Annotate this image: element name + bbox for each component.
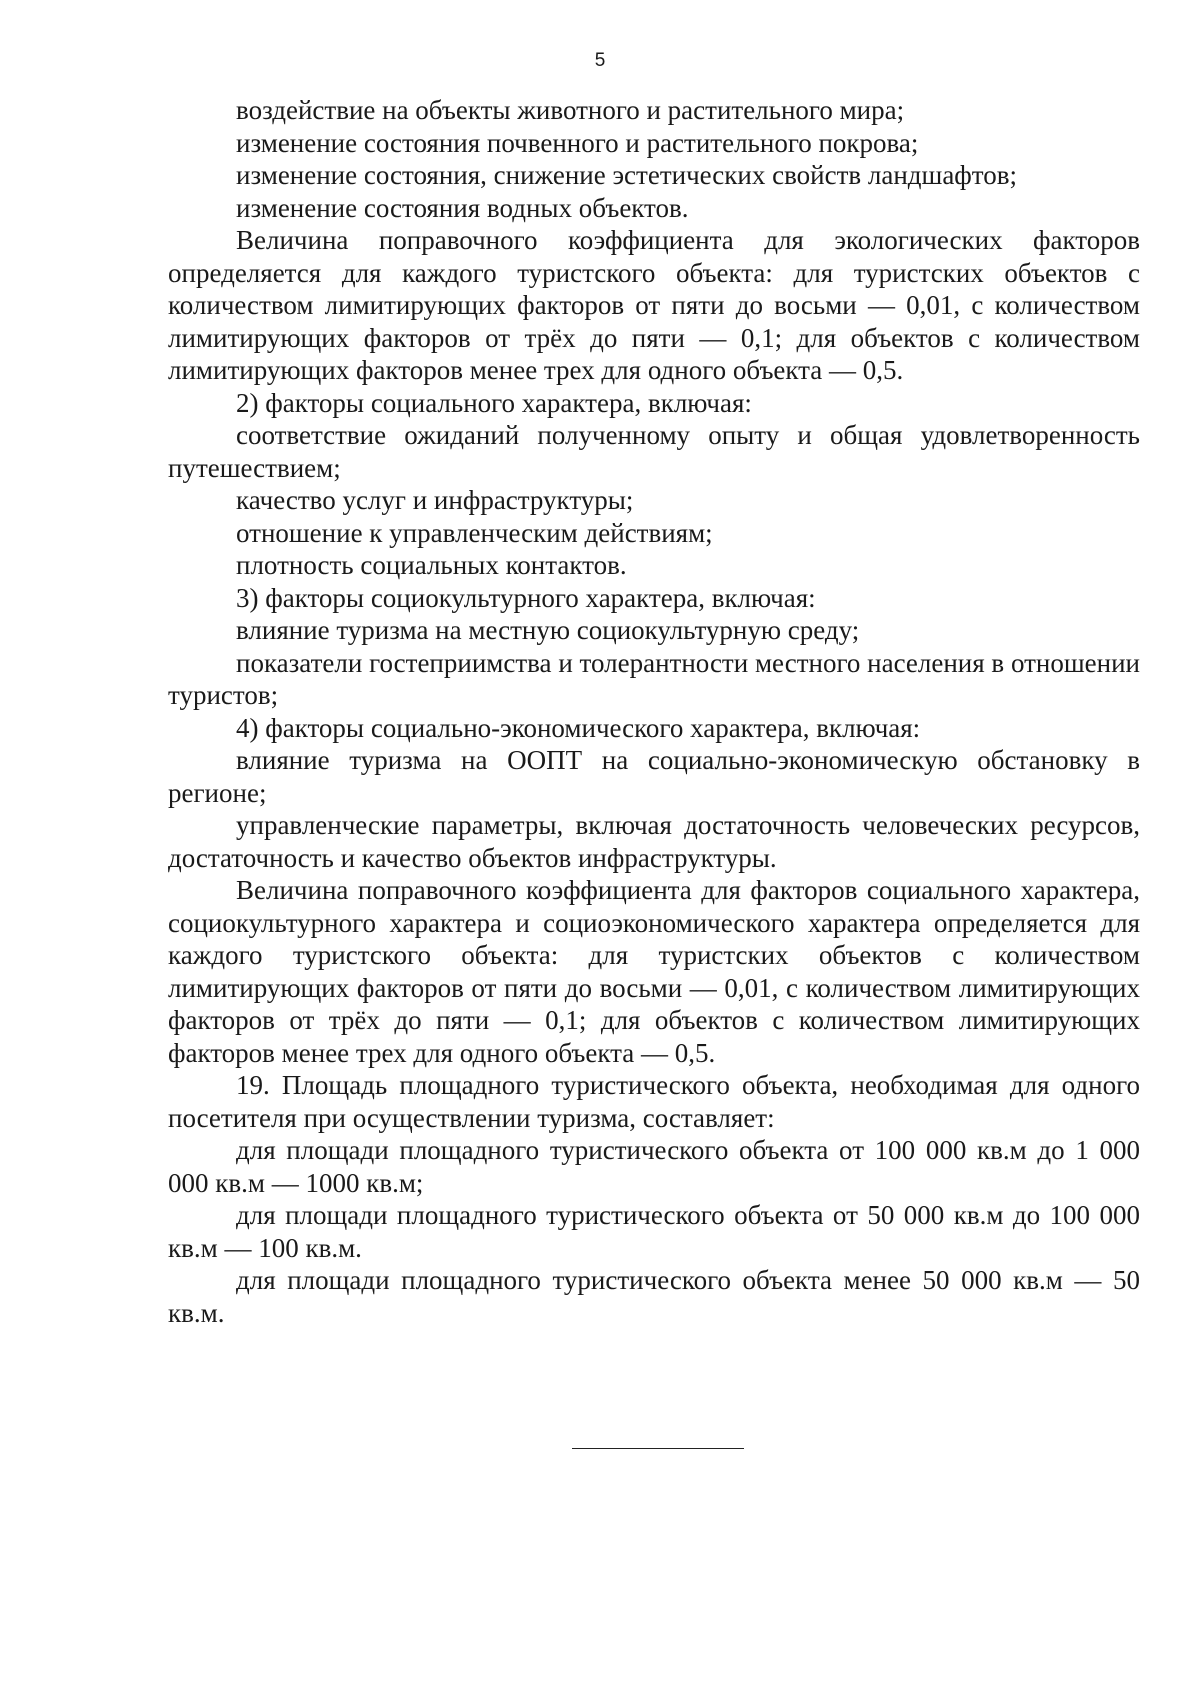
paragraph-management-parameters: управленческие параметры, включая достаточность человеческих ресурсов, достаточность и качество объектов инфраструктуры. bbox=[168, 810, 1140, 873]
paragraph-sociocultural-heading: 3) факторы социокультурного характера, включая: bbox=[236, 582, 816, 613]
end-of-document-rule bbox=[572, 1448, 744, 1449]
paragraph-socioeconomic-heading: 4) факторы социально-экономического характера, включая: bbox=[236, 712, 921, 743]
paragraph-impact-fauna-flora: воздействие на объекты животного и растительного мира; bbox=[236, 95, 905, 125]
paragraph-expectations: соответствие ожиданий полученному опыту и общая удовлетворенность путешествием; bbox=[168, 420, 1140, 483]
paragraph-area-under-50000: для площади площадного туристического объекта менее 50 000 кв.м — 50 кв.м. bbox=[168, 1265, 1140, 1328]
paragraph-soil-cover: изменение состояния почвенного и растительного покрова; bbox=[236, 127, 919, 158]
paragraph-area-50000-100000: для площади площадного туристического объекта от 50 000 кв.м до 100 000 кв.м — 100 кв.м. bbox=[168, 1200, 1140, 1263]
paragraph-sociocultural-influence: влияние туризма на местную социокультурную среду; bbox=[236, 615, 860, 645]
paragraph-service-quality: качество услуг и инфраструктуры; bbox=[236, 485, 634, 515]
paragraph-landscape: изменение состояния, снижение эстетических свойств ландшафтов; bbox=[236, 160, 1017, 190]
paragraph-ecological-coefficient: Величина поправочного коэффициента для экологических факторов определяется для каждого туристского объекта: для туристских объектов с количеством лимитирующих факторов от пяти до восьми — 0,01, с количеством лимитирующих факторов от трёх до пяти — 0,1; для объектов с количеством лимитирующих факторов менее трех для одного объекта — 0,5. bbox=[168, 225, 1140, 385]
paragraph-area-100000-1000000: для площади площадного туристического объекта от 100 000 кв.м до 1 000 000 кв.м — 1000 кв.м; bbox=[168, 1135, 1140, 1198]
paragraph-management-attitude: отношение к управленческим действиям; bbox=[236, 517, 713, 548]
page-number: 5 bbox=[594, 50, 606, 71]
paragraph-socioeconomic-influence: влияние туризма на ООПТ на социально-экономическую обстановку в регионе; bbox=[168, 745, 1140, 808]
paragraph-social-density: плотность социальных контактов. bbox=[236, 550, 627, 580]
paragraph-item-19: 19. Площадь площадного туристического объекта, необходимая для одного посетителя при осуществлении туризма, составляет: bbox=[168, 1070, 1140, 1133]
document-body bbox=[168, 94, 1140, 1329]
paragraph-water-objects: изменение состояния водных объектов. bbox=[236, 192, 689, 223]
paragraph-hospitality: показатели гостеприимства и толерантности местного населения в отношении туристов; bbox=[168, 647, 1140, 710]
paragraph-social-coefficient: Величина поправочного коэффициента для факторов социального характера, социокультурного характера и социоэкономического характера определяется для каждого туристского объекта: для туристских объектов с количеством лимитирующих факторов от пяти до восьми — 0,01, с количеством лимитирующих факторов от трёх до пяти — 0,1; для объектов с количеством лимитирующих факторов менее трех для одного объекта — 0,5. bbox=[168, 875, 1140, 1068]
paragraph-social-factors-heading: 2) факторы социального характера, включая: bbox=[236, 387, 752, 418]
